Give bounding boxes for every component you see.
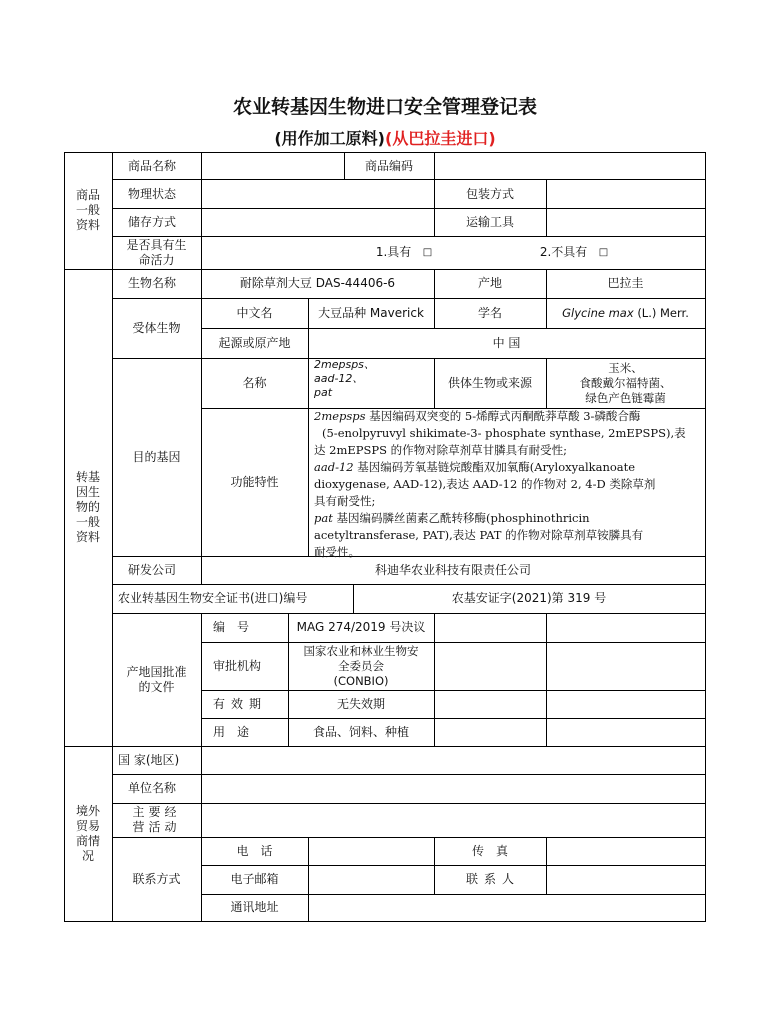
business-value[interactable] — [201, 803, 705, 837]
email-label: 电子邮箱 — [230, 872, 279, 886]
packaging-value[interactable] — [546, 180, 705, 208]
scientific-name-author: (L.) Merr. — [637, 305, 689, 320]
contact-person-value[interactable] — [546, 865, 705, 894]
product-code-label: 商品编码 — [364, 158, 413, 173]
usage-label: 用途 — [213, 724, 262, 739]
certificate-value: 农基安证字(2021)第 319 号 — [451, 591, 607, 605]
doc-number-value: MAG 274/2019 号决议 — [296, 620, 426, 634]
function-line-text: 达 2mEPSPS 的作物对除草剂草甘膦具有耐受性; — [314, 443, 568, 457]
business-label: 主要经营活动 — [132, 805, 181, 834]
origin-value: 巴拉圭 — [607, 276, 644, 290]
function-line — [314, 493, 702, 510]
function-description — [314, 408, 702, 561]
gene-names — [308, 358, 434, 408]
donor-values — [546, 358, 705, 408]
function-line — [314, 459, 702, 476]
registration-form-table — [64, 152, 706, 922]
checkbox-yes[interactable]: □ — [422, 247, 433, 258]
function-line-text: 耐受性。 — [314, 545, 360, 559]
function-label: 功能特性 — [230, 474, 279, 489]
storage-label: 储存方式 — [128, 214, 177, 229]
fax-value[interactable] — [546, 837, 705, 865]
recipient-organism-label: 受体生物 — [132, 320, 181, 335]
checkbox-no[interactable]: □ — [598, 247, 609, 258]
function-line-text: acetyltransferase, PAT),表达 PAT 的作物对除草剂草铵膦具有 — [314, 528, 644, 542]
agency-line-3: (CONBIO) — [333, 673, 389, 688]
gene-name-2: aad-12、 — [314, 372, 364, 385]
viability-label: 是否具有生命活力 — [126, 237, 187, 267]
donor-1: 玉米、 — [608, 360, 643, 375]
form-subtitle — [0, 126, 770, 149]
viability-option-no[interactable] — [504, 236, 644, 269]
company-value: 科迪华农业科技有限责任公司 — [374, 562, 531, 577]
function-line — [314, 527, 702, 544]
country-value[interactable] — [201, 746, 705, 774]
approval-docs-label: 产地国批准的文件 — [126, 664, 187, 694]
donor-label: 供体生物或来源 — [447, 375, 532, 390]
unit-name-value[interactable] — [201, 774, 705, 803]
function-line — [314, 442, 702, 459]
validity-label: 有效期 — [213, 696, 268, 711]
section-general-label: 商品一般资料 — [75, 188, 100, 232]
function-line-text: (5-enolpyruvyl shikimate-3- phosphate synthase, 2mEPSPS),表 — [322, 426, 686, 440]
option-yes-label: 1.具有 — [375, 245, 412, 259]
agency-value — [288, 642, 434, 690]
certificate-label: 农业转基因生物安全证书(进口)编号 — [118, 591, 308, 605]
option-no-label: 2.不具有 — [539, 245, 588, 259]
function-line-text: dioxygenase, AAD-12),表达 AAD-12 的作物对 2, 4-D 类除草剂 — [314, 477, 656, 491]
gene-name-inline: 2mepsps — [314, 409, 366, 423]
contact-person-label: 联系人 — [465, 872, 520, 886]
subtitle-main: (用作加工原料) — [274, 129, 385, 148]
form-title: 农业转基因生物进口安全管理登记表 — [232, 96, 537, 118]
organism-name-label: 生物名称 — [128, 276, 177, 290]
function-line-text: 具有耐受性; — [314, 494, 376, 508]
viability-option-yes[interactable] — [344, 236, 464, 269]
packaging-label: 包装方式 — [465, 186, 514, 201]
physical-state-value[interactable] — [201, 180, 434, 208]
function-line — [314, 476, 702, 493]
chinese-name-value: 大豆品种 Maverick — [318, 305, 424, 320]
phone-value[interactable] — [308, 837, 434, 865]
validity-value: 无失效期 — [336, 696, 385, 711]
source-label: 起源或原产地 — [218, 335, 291, 350]
address-label: 通讯地址 — [230, 900, 279, 914]
doc-number-label: 编号 — [213, 620, 262, 634]
agency-line-2: 全委员会 — [338, 658, 384, 673]
subtitle-import-origin: (从巴拉圭进口) — [385, 129, 496, 148]
usage-value: 食品、饲料、种植 — [312, 724, 409, 739]
function-line-text: 基因编码膦丝菌素乙酰转移酶(phosphinothricin — [332, 511, 590, 525]
scientific-name-value — [546, 298, 705, 328]
product-name-value[interactable] — [201, 152, 344, 180]
source-value: 中 国 — [492, 335, 521, 350]
function-line-text: 基因编码双突变的 5-烯醇式丙酮酰莽草酸 3-磷酸合酶 — [365, 409, 641, 423]
donor-3: 绿色产色链霉菌 — [585, 390, 666, 405]
gene-name-inline: pat — [314, 511, 333, 525]
scientific-name-label: 学名 — [477, 305, 502, 320]
organism-name-value: 耐除草剂大豆 DAS-44406-6 — [239, 276, 396, 290]
target-gene-label: 目的基因 — [132, 449, 181, 464]
product-name-label: 商品名称 — [128, 158, 177, 173]
unit-name-label: 单位名称 — [128, 781, 177, 795]
company-label: 研发公司 — [128, 562, 177, 577]
function-line — [314, 510, 702, 527]
section-gmo-label: 转基因生物的一般资料 — [75, 470, 100, 544]
country-label: 国 家(地区) — [118, 752, 180, 767]
transport-value[interactable] — [546, 208, 705, 236]
storage-value[interactable] — [201, 208, 434, 236]
gene-name-3: pat — [314, 386, 333, 399]
section-trader-label: 境外贸易商情况 — [75, 804, 100, 863]
physical-state-label: 物理状态 — [128, 186, 177, 201]
email-value[interactable] — [308, 865, 434, 894]
donor-2: 食酸戴尔福特菌、 — [579, 375, 672, 390]
gene-name-1: 2mepsps、 — [314, 358, 375, 371]
product-code-value[interactable] — [434, 152, 705, 180]
function-line — [314, 425, 702, 442]
agency-line-1: 国家农业和林业生物安 — [303, 643, 419, 658]
scientific-name-italic: Glycine max — [562, 305, 634, 320]
agency-label: 审批机构 — [213, 658, 262, 673]
gene-name-inline: aad-12 — [314, 460, 354, 474]
contact-label: 联系方式 — [132, 871, 181, 886]
fax-label: 传真 — [471, 843, 520, 858]
function-line-text: 基因编码芳氧基链烷酸酯双加氧酶(Aryloxyalkanoate — [353, 460, 636, 474]
phone-label: 电话 — [236, 843, 285, 858]
gene-name-label: 名称 — [242, 375, 267, 390]
function-line — [314, 408, 702, 425]
origin-label: 产地 — [477, 276, 502, 290]
chinese-name-label: 中文名 — [236, 305, 273, 320]
transport-label: 运输工具 — [465, 214, 514, 229]
address-value[interactable] — [308, 894, 705, 921]
